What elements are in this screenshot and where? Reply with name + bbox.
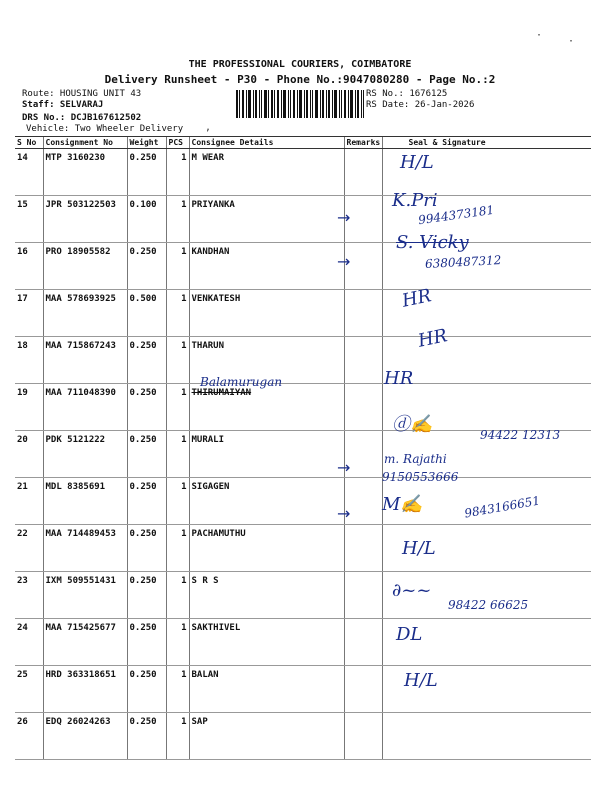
col-consignee: Consignee Details — [189, 137, 344, 149]
pcs: 1 — [166, 666, 189, 713]
remarks — [344, 149, 382, 196]
table-row — [15, 713, 591, 760]
consignment: MDL 8385691 — [43, 478, 127, 525]
barcode — [236, 90, 364, 118]
consignment: IXM 509551431 — [43, 572, 127, 619]
remarks — [344, 290, 382, 337]
sno: 18 — [15, 337, 43, 384]
col-consignment: Consignment No — [43, 137, 127, 149]
arrow-icon: → — [337, 208, 351, 227]
col-signature: Seal & Signature — [382, 137, 591, 149]
weight: 0.250 — [127, 525, 166, 572]
table-row — [15, 525, 591, 572]
table-row — [15, 149, 591, 196]
consignee: PRIYANKA — [189, 196, 344, 243]
weight: 0.250 — [127, 337, 166, 384]
handwritten-signature-scribble: M✍ — [382, 494, 423, 515]
remarks — [344, 337, 382, 384]
handwritten-signature: H/L — [400, 152, 434, 173]
company-title: THE PROFESSIONAL COURIERS, COIMBATORE — [188, 59, 412, 70]
table-header-row — [15, 137, 591, 149]
vehicle-label: Vehicle: Two Wheeler Delivery — [26, 124, 184, 134]
pcs: 1 — [166, 196, 189, 243]
consignment: MAA 715425677 — [43, 619, 127, 666]
pen-mark: , — [205, 122, 212, 133]
consignment: PDK 5121222 — [43, 431, 127, 478]
weight: 0.250 — [127, 572, 166, 619]
route-label: Route: HOUSING UNIT 43 — [22, 89, 142, 99]
signature — [382, 713, 591, 760]
weight: 0.500 — [127, 290, 166, 337]
table-row — [15, 290, 591, 337]
pen-mark: · — [536, 30, 543, 41]
table-row — [15, 666, 591, 713]
consignment: MAA 711048390 — [43, 384, 127, 431]
pcs: 1 — [166, 619, 189, 666]
table-row — [15, 243, 591, 290]
consignee: SAKTHIVEL — [189, 619, 344, 666]
weight: 0.250 — [127, 478, 166, 525]
consignee: SAP — [189, 713, 344, 760]
sno: 24 — [15, 619, 43, 666]
table-row — [15, 619, 591, 666]
handwritten-consignee-note: Balamurugan — [200, 375, 283, 389]
handwritten-phone: 94422 12313 — [480, 428, 561, 442]
handwritten-signature: H/L — [404, 670, 438, 691]
weight: 0.250 — [127, 713, 166, 760]
drs-label: DRS No.: DCJB167612502 — [22, 113, 142, 123]
table-row — [15, 337, 591, 384]
arrow-icon: → — [337, 458, 351, 477]
weight: 0.250 — [127, 149, 166, 196]
consignee: BALAN — [189, 666, 344, 713]
remarks — [344, 713, 382, 760]
consignment: PRO 18905582 — [43, 243, 127, 290]
rs-date: RS Date: 26-Jan-2026 — [366, 100, 475, 110]
sno: 21 — [15, 478, 43, 525]
sno: 15 — [15, 196, 43, 243]
handwritten-signature: HR — [384, 368, 414, 389]
consignment: HRD 363318651 — [43, 666, 127, 713]
col-weight: Weight — [127, 137, 166, 149]
handwritten-signature-scribble: ∂~~ — [392, 580, 432, 601]
handwritten-signature: DL — [396, 624, 423, 645]
consignee: M WEAR — [189, 149, 344, 196]
consignment: EDQ 26024263 — [43, 713, 127, 760]
consignee: PACHAMUTHU — [189, 525, 344, 572]
pcs: 1 — [166, 337, 189, 384]
handwritten-signature: HR — [400, 285, 434, 312]
remarks — [344, 572, 382, 619]
consignment: MAA 714489453 — [43, 525, 127, 572]
handwritten-signature: m. Rajathi — [384, 452, 447, 466]
consignment: MAA 715867243 — [43, 337, 127, 384]
pcs: 1 — [166, 713, 189, 760]
remarks — [344, 384, 382, 431]
remarks — [344, 619, 382, 666]
sno: 16 — [15, 243, 43, 290]
col-remarks: Remarks — [344, 137, 382, 149]
consignment: MTP 3160230 — [43, 149, 127, 196]
table-row — [15, 384, 591, 431]
weight: 0.250 — [127, 243, 166, 290]
runsheet-table — [15, 136, 591, 760]
handwritten-signature-scribble: ⓓ✍ — [392, 414, 433, 435]
remarks — [344, 666, 382, 713]
consignee: THIRUMAIYAN — [189, 384, 344, 431]
col-sno: S No — [15, 137, 43, 149]
pcs: 1 — [166, 525, 189, 572]
pcs: 1 — [166, 243, 189, 290]
sno: 19 — [15, 384, 43, 431]
consignee: VENKATESH — [189, 290, 344, 337]
staff-label: Staff: SELVARAJ — [22, 100, 104, 110]
col-pcs: PCS — [166, 137, 189, 149]
rs-number: RS No.: 1676125 — [366, 89, 448, 99]
signature — [382, 337, 591, 384]
handwritten-signature: H/L — [402, 538, 436, 559]
handwritten-phone: 9843166651 — [463, 493, 541, 521]
pen-mark: · — [568, 36, 575, 47]
pcs: 1 — [166, 572, 189, 619]
sno: 17 — [15, 290, 43, 337]
table-row — [15, 196, 591, 243]
weight: 0.250 — [127, 431, 166, 478]
weight: 0.250 — [127, 619, 166, 666]
consignee: MURALI — [189, 431, 344, 478]
pcs: 1 — [166, 478, 189, 525]
sno: 23 — [15, 572, 43, 619]
pcs: 1 — [166, 149, 189, 196]
pcs: 1 — [166, 290, 189, 337]
sno: 20 — [15, 431, 43, 478]
handwritten-phone: 98422 66625 — [448, 598, 529, 612]
consignee: KANDHAN — [189, 243, 344, 290]
sno: 26 — [15, 713, 43, 760]
arrow-icon: → — [337, 252, 351, 271]
handwritten-phone: 9150553666 — [382, 470, 459, 484]
handwritten-signature: K.Pri — [392, 190, 438, 211]
consignment: JPR 503122503 — [43, 196, 127, 243]
handwritten-phone: 6380487312 — [424, 253, 502, 271]
handwritten-signature: HR — [416, 325, 450, 352]
consignee: THARUN — [189, 337, 344, 384]
consignee: SIGAGEN — [189, 478, 344, 525]
pcs: 1 — [166, 431, 189, 478]
sno: 25 — [15, 666, 43, 713]
handwritten-phone: 9944373181 — [417, 202, 495, 228]
arrow-icon: → — [337, 504, 351, 523]
weight: 0.100 — [127, 196, 166, 243]
consignee: S R S — [189, 572, 344, 619]
weight: 0.250 — [127, 384, 166, 431]
consignment: MAA 578693925 — [43, 290, 127, 337]
sno: 22 — [15, 525, 43, 572]
runsheet-subtitle: Delivery Runsheet - P30 - Phone No.:9047080280 - Page No.:2 — [104, 73, 496, 86]
weight: 0.250 — [127, 666, 166, 713]
handwritten-signature: S. Vicky — [396, 232, 469, 253]
remarks — [344, 525, 382, 572]
sno: 14 — [15, 149, 43, 196]
pcs: 1 — [166, 384, 189, 431]
